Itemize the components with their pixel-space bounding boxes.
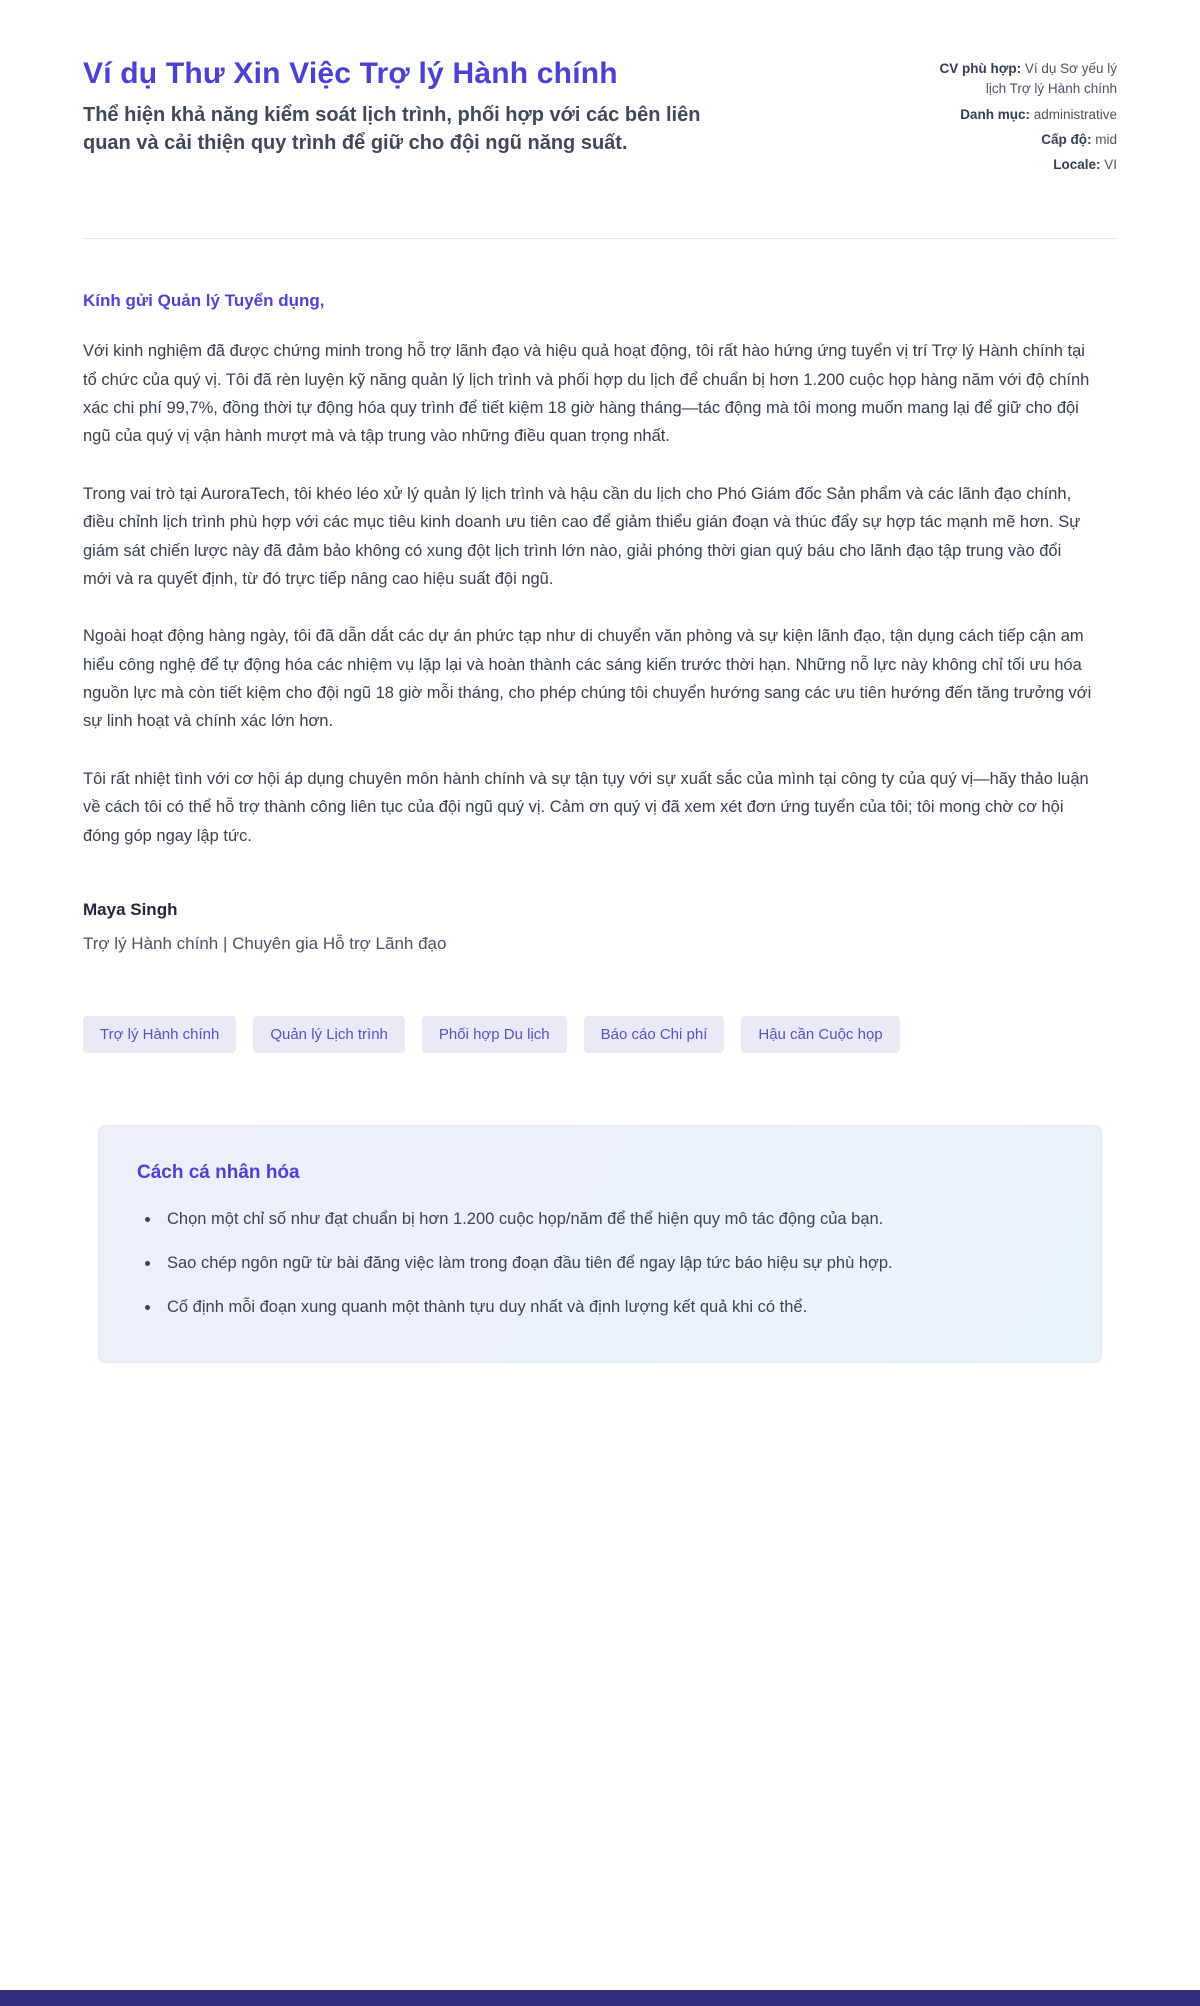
page-subtitle: Thể hiện khả năng kiểm soát lịch trình, phối hợp với các bên liên quan và cải thiện quy trình để giữ cho đội ngũ năng suất. <box>83 104 701 155</box>
letter-paragraph: Với kinh nghiệm đã được chứng minh trong hỗ trợ lãnh đạo và hiệu quả hoạt động, tôi rất hào hứng ứng tuyển vị trí Trợ lý Hành chính tại tổ chức của quý vị. Tôi đã rèn luyện kỹ năng quản lý lịch trình và phối hợp du lịch để chuẩn bị hơn 1.200 cuộc họp hàng năm với độ chính xác chi phí 99,7%, đồng thời tự động hóa quy trình để tiết kiệm 18 giờ hàng tháng—tác động mà tôi mong muốn mang lại để giữ cho đội ngũ của quý vị vận hành mượt mà và tập trung vào những điều quan trọng nhất. <box>83 342 1090 446</box>
footer-bar <box>0 1990 1200 2006</box>
meta-category <box>917 105 1117 125</box>
tip-item: • Sao chép ngôn ngữ từ bài đăng việc làm trong đoạn đầu tiên để ngay lập tức báo hiệu sự phù hợp. <box>161 1250 1061 1277</box>
page-title: Ví dụ Thư Xin Việc Trợ lý Hành chính <box>83 57 618 90</box>
meta-value: Ví dụ Sơ yếu lý lịch Trợ lý Hành chính <box>985 61 1117 97</box>
tips-list <box>137 1206 1061 1322</box>
meta-label: CV phù hợp: <box>939 61 1022 76</box>
tag-chip[interactable]: Báo cáo Chi phí <box>584 1016 725 1053</box>
tip-item: • Cố định mỗi đoạn xung quanh một thành tựu duy nhất và định lượng kết quả khi có thể. <box>161 1294 1061 1321</box>
header-title-block <box>83 55 738 158</box>
meta-value: VI <box>1104 157 1117 172</box>
header-divider <box>83 238 1117 239</box>
meta-label: Danh mục: <box>960 106 1030 122</box>
meta-level <box>917 130 1117 150</box>
tip-item: • Chọn một chỉ số như đạt chuẩn bị hơn 1.200 cuộc họp/năm để thể hiện quy mô tác động của bạn. <box>161 1206 1061 1233</box>
letter-paragraph: Tôi rất nhiệt tình với cơ hội áp dụng chuyên môn hành chính và sự tận tụy với sự xuất sắc của mình tại công ty của quý vị—hãy thảo luận về cách tôi có thể hỗ trợ thành công liên tục của đội ngũ quý vị. Cảm ơn quý vị đã xem xét đơn ứng tuyển của tôi; tôi mong chờ cơ hội đóng góp ngay lập tức. <box>83 769 1089 845</box>
signature-role: Trợ lý Hành chính | Chuyên gia Hỗ trợ Lãnh đạo <box>83 933 447 953</box>
personalization-tips-box <box>98 1125 1102 1363</box>
letter-greeting: Kính gửi Quản lý Tuyển dụng, <box>83 291 325 311</box>
tips-title: Cách cá nhân hóa <box>137 1161 300 1183</box>
meta-value: mid <box>1095 131 1117 147</box>
meta-locale <box>917 155 1117 175</box>
page-header <box>83 55 1117 180</box>
signature-name: Maya Singh <box>83 899 178 919</box>
meta-value: administrative <box>1033 106 1117 122</box>
meta-panel <box>917 55 1117 180</box>
letter-paragraph: Ngoài hoạt động hàng ngày, tôi đã dẫn dắt các dự án phức tạp như di chuyển văn phòng và sự kiện lãnh đạo, tận dụng cách tiếp cận am hiểu công nghệ để tự động hóa các nhiệm vụ lặp lại và hoàn thành các sáng kiến trước thời hạn. Những nỗ lực này không chỉ tối ưu hóa nguồn lực mà còn tiết kiệm cho đội ngũ 18 giờ mỗi tháng, cho phép chúng tôi chuyển hướng sang các ưu tiên hướng đến tăng trưởng với sự linh hoạt và chính xác lớn hơn. <box>83 627 1092 731</box>
meta-matching-resume <box>917 59 1117 100</box>
letter-paragraph: Trong vai trò tại AuroraTech, tôi khéo léo xử lý quản lý lịch trình và hậu cần du lịch cho Phó Giám đốc Sản phẩm và các lãnh đạo chính, điều chỉnh lịch trình phù hợp với các mục tiêu kinh doanh ưu tiên cao để giảm thiểu gián đoạn và thúc đẩy sự hợp tác mạnh mẽ hơn. Sự giám sát chiến lược này đã đảm bảo không có xung đột lịch trình lớn nào, giải phóng thời gian quý báu cho lãnh đạo tập trung vào đổi mới và ra quyết định, từ đó trực tiếp nâng cao hiệu suất đội ngũ. <box>83 484 1081 588</box>
meta-label: Cấp độ: <box>1041 131 1092 147</box>
tag-chip[interactable]: Trợ lý Hành chính <box>83 1016 236 1053</box>
meta-label: Locale: <box>1053 157 1101 172</box>
letter-body <box>83 291 1117 954</box>
tag-chip[interactable]: Quản lý Lịch trình <box>253 1016 405 1053</box>
skill-tags <box>83 1016 1117 1053</box>
tag-chip[interactable]: Hậu cần Cuộc họp <box>741 1016 899 1053</box>
tag-chip[interactable]: Phối hợp Du lịch <box>422 1016 567 1053</box>
